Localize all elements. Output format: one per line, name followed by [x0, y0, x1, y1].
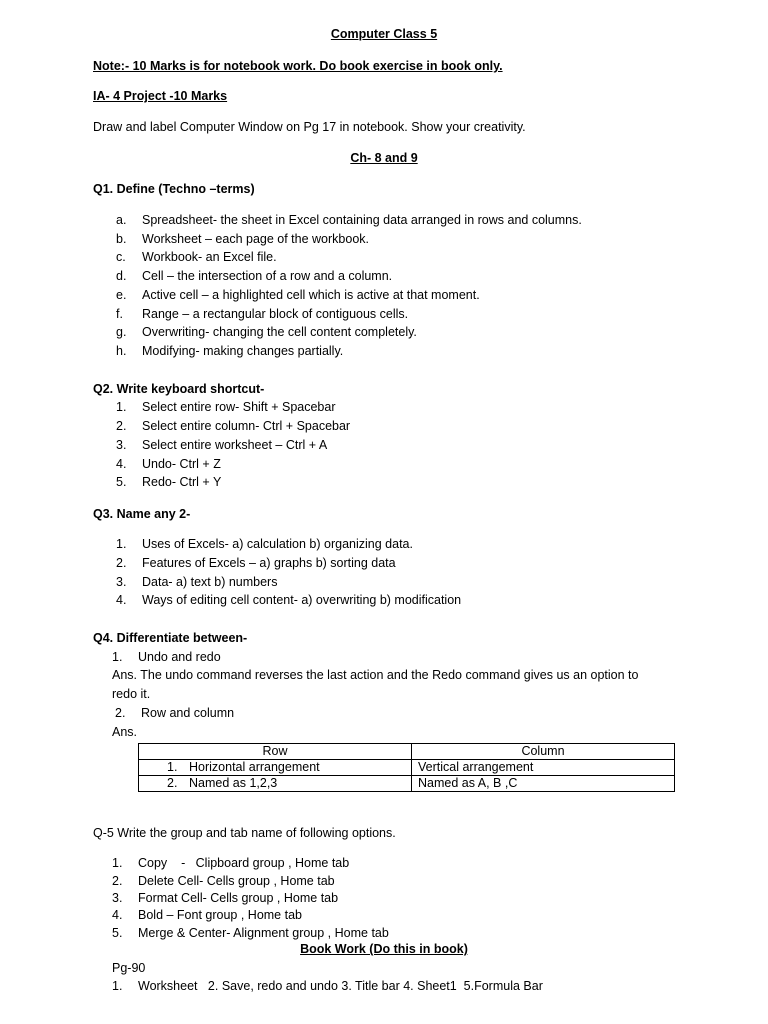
list-item — [116, 536, 413, 552]
table-header-cell: Column — [412, 744, 675, 760]
list-item — [116, 555, 396, 571]
list-item — [112, 978, 543, 994]
table-cell-text: Named as 1,2,3 — [189, 776, 278, 790]
list-item — [112, 907, 302, 923]
list-text: Select entire column- Ctrl + Spacebar — [142, 419, 351, 433]
list-item — [116, 399, 336, 415]
answer-line: redo it. — [112, 687, 151, 701]
list-text: Copy - Clipboard group , Home tab — [138, 856, 350, 870]
list-marker: 1. — [112, 856, 123, 870]
answer-line: Ans. The undo command reverses the last action and the Redo command gives us an option to — [112, 668, 639, 682]
list-text: Merge & Center- Alignment group , Home tab — [138, 926, 389, 940]
list-marker: h. — [116, 344, 127, 358]
list-text: Undo- Ctrl + Z — [142, 457, 221, 471]
q5-heading: Q-5 Write the group and tab name of following options. — [93, 826, 396, 840]
project-text: Draw and label Computer Window on Pg 17 in notebook. Show your creativity. — [93, 120, 526, 134]
list-marker: 5. — [116, 475, 127, 489]
table-header-cell: Row — [139, 744, 412, 760]
list-text: Ways of editing cell content- a) overwriting b) modification — [142, 593, 462, 607]
book-work-page: Pg-90 — [112, 961, 146, 975]
list-marker: e. — [116, 288, 127, 302]
list-item — [116, 268, 392, 284]
list-text: Worksheet 2. Save, redo and undo 3. Title bar 4. Sheet1 5.Formula Bar — [138, 979, 543, 993]
list-text: Modifying- making changes partially. — [142, 344, 344, 358]
row-column-table — [138, 743, 675, 792]
answer-label: Ans. — [112, 725, 138, 739]
q1-heading: Q1. Define (Techno –terms) — [93, 182, 255, 196]
list-item — [116, 231, 369, 247]
list-item — [116, 592, 461, 608]
list-marker: g. — [116, 325, 127, 339]
table-cell: Named as A, B ,C — [412, 776, 675, 792]
list-marker: c. — [116, 250, 126, 264]
list-text: Bold – Font group , Home tab — [138, 908, 302, 922]
list-text: Select entire worksheet – Ctrl + A — [142, 438, 328, 452]
list-marker: 3. — [116, 575, 127, 589]
list-marker: 4. — [112, 908, 123, 922]
list-text: Cell – the intersection of a row and a column. — [142, 269, 393, 283]
table-row — [139, 760, 675, 776]
list-text: Undo and redo — [138, 650, 221, 664]
table-marker: 1. — [167, 760, 178, 774]
list-text: Overwriting- changing the cell content completely. — [142, 325, 417, 339]
list-marker: 3. — [112, 891, 123, 905]
list-text: Range – a rectangular block of contiguous cells. — [142, 307, 409, 321]
list-marker: 1. — [112, 979, 123, 993]
list-text: Active cell – a highlighted cell which is active at that moment. — [142, 288, 480, 302]
list-item — [112, 649, 221, 665]
list-marker: b. — [116, 232, 127, 246]
table-cell: Vertical arrangement — [412, 760, 675, 776]
list-marker: 2. — [116, 419, 127, 433]
list-marker: 4. — [116, 593, 127, 607]
list-text: Uses of Excels- a) calculation b) organizing data. — [142, 537, 413, 551]
table-header-row — [139, 744, 675, 760]
list-text: Features of Excels – a) graphs b) sorting data — [142, 556, 396, 570]
note-line: Note:- 10 Marks is for notebook work. Do book exercise in book only. — [93, 59, 503, 73]
list-item — [116, 324, 417, 340]
list-marker: 2. — [112, 874, 123, 888]
list-marker: 3. — [116, 438, 127, 452]
list-item — [116, 437, 327, 453]
list-marker: d. — [116, 269, 127, 283]
list-text: Workbook- an Excel file. — [142, 250, 277, 264]
list-item — [116, 287, 480, 303]
list-marker: 1. — [116, 400, 127, 414]
list-marker: 5. — [112, 926, 123, 940]
list-marker: f. — [116, 307, 123, 321]
list-text: Spreadsheet- the sheet in Excel containing data arranged in rows and columns. — [142, 213, 582, 227]
list-marker: 1. — [112, 650, 123, 664]
list-item — [116, 574, 277, 590]
list-marker: 2. — [115, 706, 126, 720]
table-row — [139, 776, 675, 792]
list-marker: 2. — [116, 556, 127, 570]
list-item — [116, 249, 277, 265]
document-title: Computer Class 5 — [330, 27, 438, 41]
list-text: Row and column — [141, 706, 235, 720]
table-cell — [139, 776, 412, 792]
list-marker: 4. — [116, 457, 127, 471]
list-text: Select entire row- Shift + Spacebar — [142, 400, 336, 414]
q3-heading: Q3. Name any 2- — [93, 507, 191, 521]
list-marker: a. — [116, 213, 127, 227]
table-cell — [139, 760, 412, 776]
list-item — [116, 456, 221, 472]
list-text: Redo- Ctrl + Y — [142, 475, 222, 489]
list-item — [116, 474, 221, 490]
list-item — [112, 890, 338, 906]
list-item — [112, 855, 349, 871]
table-cell-text: Horizontal arrangement — [189, 760, 320, 774]
list-text: Data- a) text b) numbers — [142, 575, 278, 589]
chapters-heading: Ch- 8 and 9 — [350, 151, 418, 165]
table-marker: 2. — [167, 776, 178, 790]
q4-heading: Q4. Differentiate between- — [93, 631, 248, 645]
list-marker: 1. — [116, 537, 127, 551]
q2-heading: Q2. Write keyboard shortcut- — [93, 382, 265, 396]
list-item — [116, 306, 408, 322]
ia-line: IA- 4 Project -10 Marks — [93, 89, 228, 103]
list-item — [116, 343, 343, 359]
list-item — [112, 925, 389, 941]
list-item — [116, 418, 350, 434]
list-item — [112, 873, 335, 889]
list-text: Delete Cell- Cells group , Home tab — [138, 874, 335, 888]
list-text: Format Cell- Cells group , Home tab — [138, 891, 339, 905]
book-work-heading: Book Work (Do this in book) — [300, 942, 468, 956]
list-text: Worksheet – each page of the workbook. — [142, 232, 369, 246]
list-item — [115, 705, 234, 721]
list-item — [116, 212, 582, 228]
